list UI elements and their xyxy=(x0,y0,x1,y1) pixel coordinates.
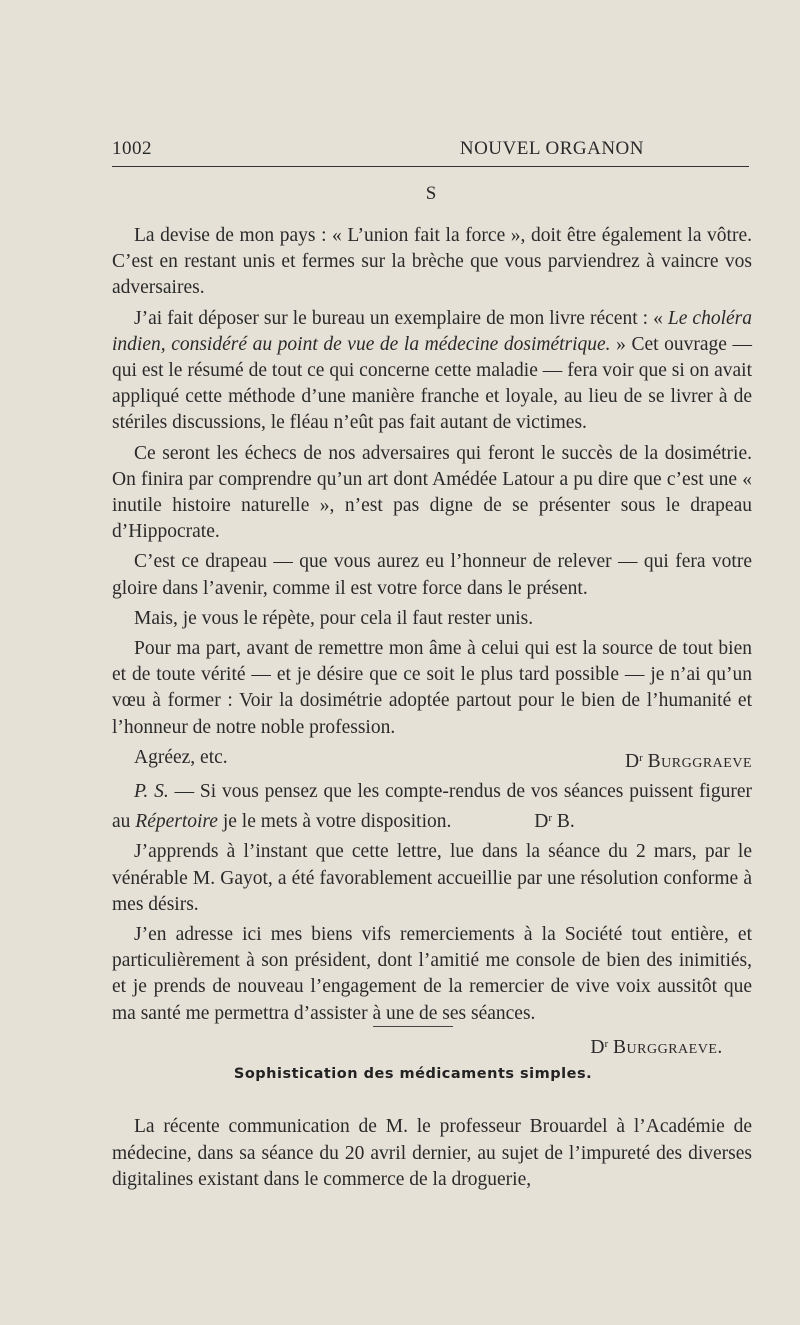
paragraph: Pour ma part, avant de remettre mon âme à celui qui est la source de tout bien et de toute vérité — et je désire que ce soit le plus tard possible — je n’ai qu’un vœu à former : Voir la dosimétrie adoptée partout pour le bien de l’humanité et l’honneur de notre noble profession. xyxy=(112,638,752,738)
paragraph-text: » Cet ouvrage — qui est le résumé de tout ce qui concerne cette maladie — fera voir que si on avait appliqué cette méthode d’une manière franche et loyale, au lieu de se livrer à de stériles discussions, le fléau n’eût pas fait autant de victimes. xyxy=(112,333,753,434)
section-divider xyxy=(373,1026,453,1027)
signature-letter: S xyxy=(425,183,437,204)
signature-name: Burggraeve. xyxy=(613,1036,723,1058)
paragraph: J’en adresse ici mes biens vifs remerciements à la Société tout entière, et particulièrement à son président, dont l’amitié me console de bien des inimitiés, et je prends de nouveau l’engagement de la remercier de vive voix aussitôt que ma santé me permettra d’assister à une de ses séances. xyxy=(112,924,752,1024)
signature xyxy=(625,745,752,775)
ps-signature-title: D xyxy=(534,811,549,833)
signature-title: D xyxy=(625,750,640,772)
signature-sup: r xyxy=(639,751,643,764)
postscript xyxy=(112,779,752,835)
signature-name: Burggraeve xyxy=(647,750,752,772)
ps-signature-sup: r xyxy=(548,812,553,825)
page-number: 1002 xyxy=(112,138,152,159)
page-header xyxy=(112,138,752,164)
paragraph: La devise de mon pays : « L’union fait la force », doit être également la vôtre. C’est en restant unis et fermes sur la brèche que vous parviendrez à vaincre vos adversaires. xyxy=(112,225,752,299)
closing-line xyxy=(112,745,752,775)
letter-body xyxy=(112,223,752,1065)
header-rule xyxy=(112,166,749,167)
ps-text: — Si vous pensez que les compte-rendus de vos séances puissent figurer au xyxy=(112,781,752,833)
paragraph xyxy=(112,306,752,437)
section-title: Sophistication des médicaments simples. xyxy=(233,1066,593,1082)
paragraph: La récente communication de M. le professeur Brouardel à l’Académie de médecine, dans sa séance du 20 avril dernier, au sujet de l’impureté des diverses digitalines existant dans le commerce de la droguerie, xyxy=(112,1116,752,1190)
running-title: NOUVEL ORGANON xyxy=(459,138,644,159)
final-signature xyxy=(112,1031,752,1061)
paragraph: C’est ce drapeau — que vous aurez eu l’honneur de relever — qui fera votre gloire dans l’avenir, comme il est votre force dans le présent. xyxy=(112,551,752,599)
paragraph: J’apprends à l’instant que cette lettre, lue dans la séance du 2 mars, par le vénérable M. Gayot, a été favorablement accueillie par une résolution conforme à mes désirs. xyxy=(112,841,752,915)
book-title: Le choléra indien, considéré au point de vue de la médecine dosimétrique. xyxy=(112,307,752,355)
closing-text: Agréez, etc. xyxy=(134,746,228,768)
ps-label: P. S. xyxy=(134,781,169,803)
ps-text: je le mets à votre disposition. xyxy=(222,811,452,833)
paragraph-text: J’ai fait déposer sur le bureau un exemplaire de mon livre récent : « xyxy=(134,307,663,329)
ps-signature-name: B. xyxy=(556,811,575,833)
section-body xyxy=(112,1114,752,1194)
paragraph: Ce seront les échecs de nos adversaires qui feront le succès de la dosimétrie. On finira par comprendre qu’un art dont Amédée Latour a pu dire que c’est une « inutile histoire naturelle », n’est pas digne de se présenter sous le drapeau d’Hippocrate. xyxy=(112,442,752,543)
ps-italic: Répertoire xyxy=(135,811,218,833)
signature-title: D xyxy=(590,1036,605,1058)
signature-sup: r xyxy=(604,1037,609,1050)
paragraph: Mais, je vous le répète, pour cela il faut rester unis. xyxy=(134,607,534,629)
